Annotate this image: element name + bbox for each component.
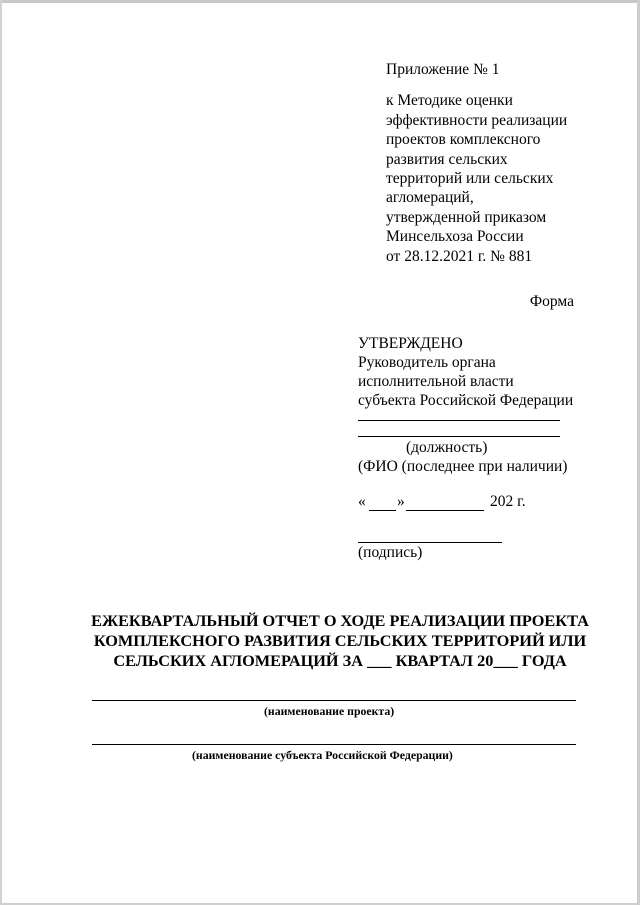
report-title-line: ЕЖЕКВАРТАЛЬНЫЙ ОТЧЕТ О ХОДЕ РЕАЛИЗАЦИИ ПРОЕКТА <box>91 611 589 630</box>
appendix-line: развития сельских <box>386 150 508 168</box>
name-blank-line <box>358 436 560 437</box>
date-day-blank <box>369 510 396 511</box>
date-open-quote: « <box>358 493 366 510</box>
project-name-blank-line <box>92 700 576 701</box>
date-close-quote: » <box>397 493 405 510</box>
appendix-title: Приложение № 1 <box>386 61 500 78</box>
project-name-caption: (наименование проекта) <box>264 704 395 718</box>
appendix-line: утвержденной приказом <box>386 208 547 226</box>
subject-name-blank-line <box>92 744 576 745</box>
report-title <box>60 611 620 671</box>
scan-edge-left <box>0 0 2 905</box>
appendix-line: к Методике оценки <box>386 92 513 110</box>
appendix-line: проектов комплексного <box>386 131 541 149</box>
date-month-blank <box>406 510 484 511</box>
name-caption: (ФИО (последнее при наличии) <box>358 458 568 475</box>
approval-header: УТВЕРЖДЕНО <box>358 335 463 352</box>
position-blank-line <box>358 420 560 421</box>
scan-edge-top <box>0 0 640 3</box>
approval-line: субъекта Российской Федерации <box>358 392 574 409</box>
appendix-line: Минсельхоза России <box>386 228 524 246</box>
appendix-line: агломераций, <box>386 189 474 207</box>
approval-line: Руководитель органа <box>358 354 496 371</box>
signature-caption: (подпись) <box>358 544 423 561</box>
report-title-line: КОМПЛЕКСНОГО РАЗВИТИЯ СЕЛЬСКИХ ТЕРРИТОРИЙ ИЛИ <box>93 631 587 650</box>
signature-blank-line <box>358 542 502 543</box>
position-caption: (должность) <box>406 439 488 456</box>
approval-line: исполнительной власти <box>358 373 514 390</box>
approval-block <box>358 334 588 410</box>
appendix-line: от 28.12.2021 г. № 881 <box>386 247 533 265</box>
appendix-line: эффективности реализации <box>386 111 568 129</box>
subject-name-caption: (наименование субъекта Российской Федерации) <box>192 748 453 762</box>
appendix-line: территорий или сельских <box>386 170 554 188</box>
form-label: Форма <box>529 293 574 310</box>
report-title-line: СЕЛЬСКИХ АГЛОМЕРАЦИЙ ЗА ___ КВАРТАЛ 20___ ГОДА <box>113 651 567 670</box>
date-year: 202 г. <box>490 493 526 510</box>
appendix-block <box>386 60 626 266</box>
